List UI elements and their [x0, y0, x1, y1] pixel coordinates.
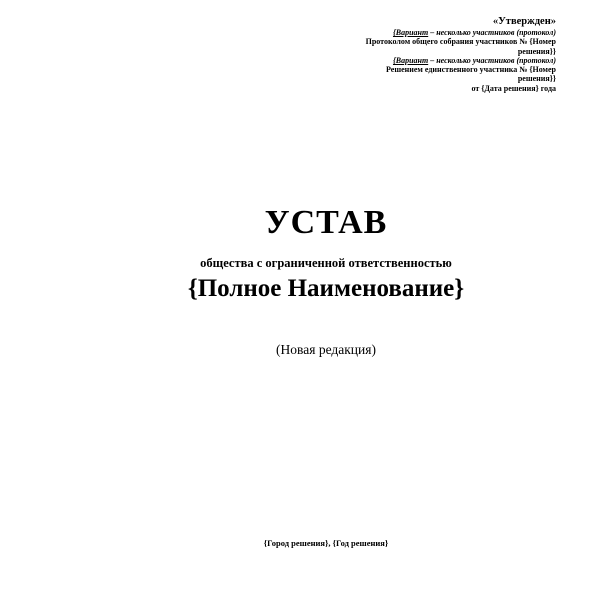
variant-text-1: – несколько участников (протокол): [428, 28, 556, 37]
variant-label-1: {Вариант: [392, 28, 429, 37]
decision-line-2: решения}}: [517, 74, 556, 84]
decision-date-line: от {Дата решения} года: [471, 83, 556, 93]
city-year-footer: {Город решения}, {Год решения}: [263, 538, 389, 548]
protocol-line-1: Протоколом общего собрания участников № {Номер: [365, 37, 556, 47]
approved-heading: «Утвержден»: [492, 16, 556, 27]
protocol-line-2: решения}}: [517, 46, 556, 56]
edition-note: (Новая редакция): [276, 342, 376, 357]
variant-note-2: [256, 56, 556, 65]
company-full-name: {Полное Наименование}: [187, 275, 465, 302]
company-type: общества с ограниченной ответственностью: [200, 256, 452, 270]
approval-block: [256, 16, 556, 93]
variant-text-2: – несколько участников (протокол): [428, 55, 556, 65]
decision-line-1: Решением единственного участника № {Номер: [386, 65, 556, 75]
variant-note-1: [256, 28, 556, 37]
variant-label-2: {Вариант: [392, 55, 429, 65]
document-title: УСТАВ: [264, 204, 388, 241]
